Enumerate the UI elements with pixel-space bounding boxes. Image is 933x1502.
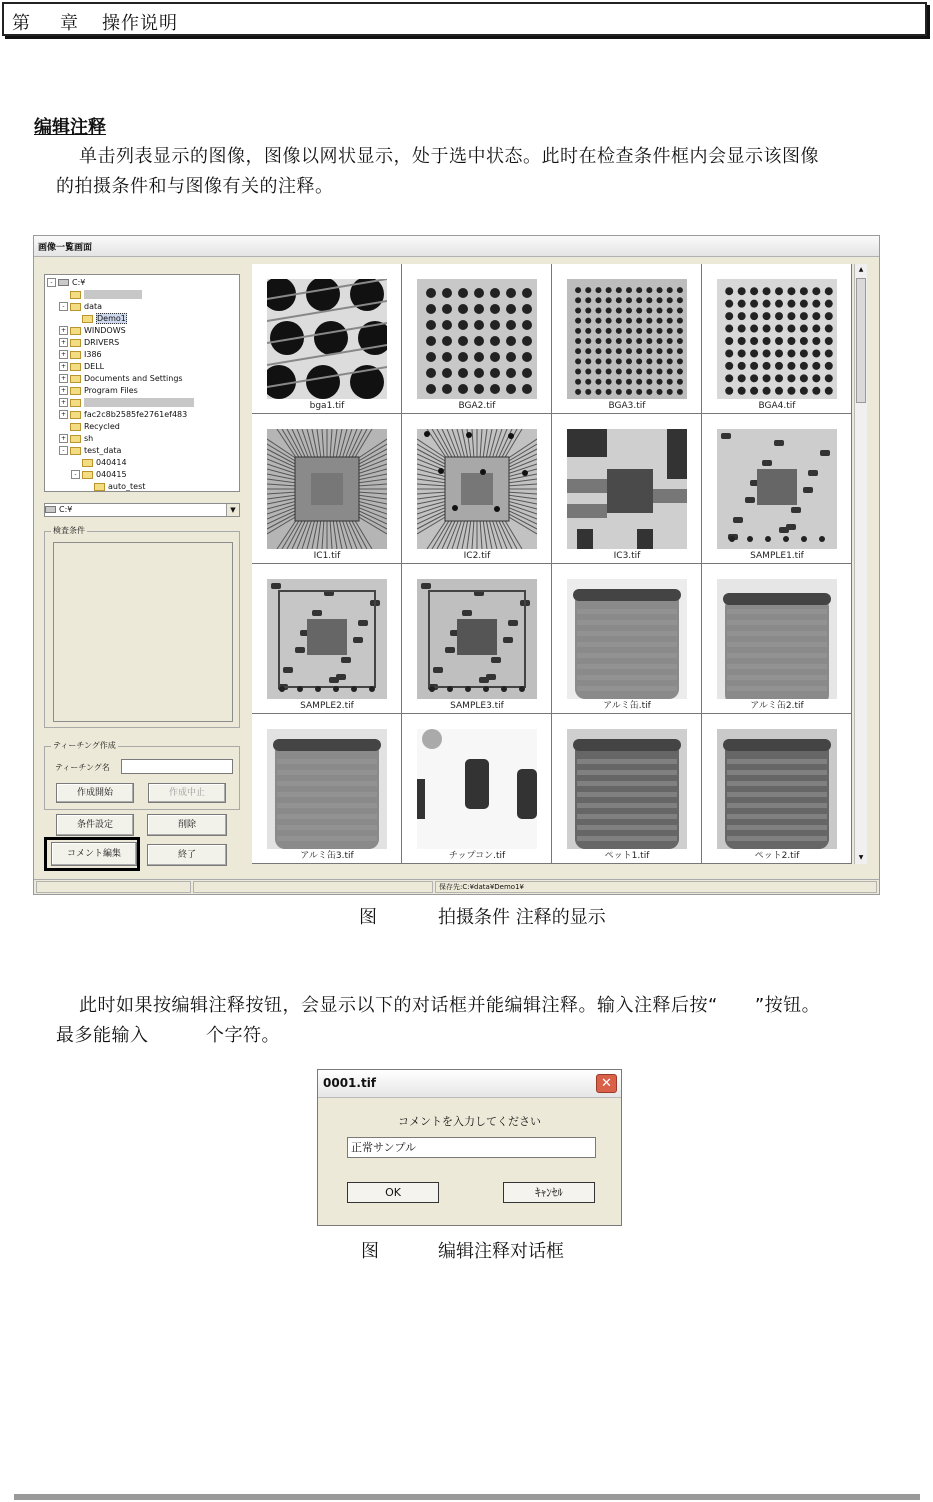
dialog-titlebar: [318, 1070, 621, 1098]
tree-item[interactable]: [59, 325, 126, 337]
thumbnail-image[interactable]: [267, 729, 387, 849]
chapter-word: 章: [60, 13, 79, 34]
scroll-up-icon[interactable]: ▲: [858, 266, 864, 273]
vertical-scrollbar[interactable]: [854, 264, 867, 864]
close-icon[interactable]: ✕: [596, 1074, 617, 1093]
xray-image: [717, 279, 837, 399]
teaching-name-label: ティーチング名: [55, 763, 110, 772]
thumbnail-image[interactable]: [417, 579, 537, 699]
tree-item[interactable]: [59, 337, 119, 349]
tree-item-label: C:¥: [72, 278, 86, 287]
folder-icon: [70, 411, 81, 419]
tree-item[interactable]: [59, 445, 121, 457]
tree-item[interactable]: [71, 313, 127, 325]
tree-item-label: fac2c8b2585fe2761ef483: [84, 410, 188, 419]
thumbnail-cell[interactable]: [552, 264, 702, 414]
condition-settings-button[interactable]: 条件設定: [56, 814, 134, 836]
folder-icon: [70, 303, 81, 311]
redacted-label: [84, 290, 142, 299]
thumbnail-cell[interactable]: [702, 564, 852, 714]
tree-item-label: 040415: [96, 470, 127, 479]
thumbnail-cell[interactable]: [252, 714, 402, 864]
exit-button[interactable]: 終了: [147, 844, 227, 866]
expand-icon[interactable]: +: [60, 399, 67, 406]
teaching-group-label: ティーチング作成: [53, 741, 116, 750]
collapse-icon[interactable]: -: [59, 446, 68, 455]
thumbnail-cell[interactable]: [402, 714, 552, 864]
thumbnail-image[interactable]: [717, 279, 837, 399]
inspection-conditions-label: 検査条件: [53, 526, 85, 535]
thumbnail-filename: SAMPLE3.tif: [450, 701, 504, 711]
thumbnail-filename: IC2.tif: [463, 551, 491, 561]
folder-icon: [70, 399, 81, 407]
tree-item[interactable]: [59, 421, 120, 433]
thumbnail-cell[interactable]: [702, 414, 852, 564]
tree-item[interactable]: [59, 373, 183, 385]
folder-icon: [70, 435, 81, 443]
tree-item-label: Recycled: [84, 422, 120, 431]
tree-item-label: 040414: [96, 458, 127, 467]
expand-icon[interactable]: +: [60, 435, 67, 442]
figure-1-caption: 拍摄条件 注释的显示: [438, 907, 606, 928]
tree-item-label: sh: [84, 434, 94, 443]
tree-item-label: DRIVERS: [84, 338, 120, 347]
thumbnail-filename: ペット2.tif: [754, 851, 800, 861]
folder-icon: [70, 447, 81, 455]
thumbnail-cell[interactable]: [252, 414, 402, 564]
comment-edit-button[interactable]: コメント編集: [51, 842, 137, 866]
thumbnail-filename: ペット1.tif: [604, 851, 650, 861]
scrollbar-thumb[interactable]: [856, 278, 866, 403]
footer-rule: [14, 1494, 920, 1500]
collapse-icon[interactable]: -: [47, 278, 56, 287]
thumbnail-cell[interactable]: [252, 264, 402, 414]
folder-icon: [82, 459, 93, 467]
folder-icon: [70, 375, 81, 383]
paragraph-2-line-1: 此时如果按编辑注释按钮，会显示以下的对话框并能编辑注释。输入注释后按“ ”按钮。: [79, 995, 821, 1016]
tree-item[interactable]: [59, 433, 93, 445]
chapter-header: [2, 2, 927, 36]
thumbnail-image[interactable]: [567, 729, 687, 849]
thumbnail-filename: アルミ缶.tif: [603, 701, 651, 711]
drive-select-value: C:¥: [59, 505, 73, 514]
redacted-label: [84, 398, 194, 407]
tree-item-label: Program Files: [84, 386, 138, 395]
xray-image: [417, 279, 537, 399]
expand-icon[interactable]: +: [60, 375, 67, 382]
expand-icon[interactable]: +: [60, 339, 67, 346]
thumbnail-image[interactable]: [417, 729, 537, 849]
thumbnail-image[interactable]: [417, 429, 537, 549]
thumbnail-image[interactable]: [267, 279, 387, 399]
tree-item-label: DELL: [84, 362, 105, 371]
drive-icon: [45, 506, 56, 513]
tree-item-label: data: [84, 302, 103, 311]
folder-icon: [70, 339, 81, 347]
folder-icon: [70, 327, 81, 335]
thumbnail-cell[interactable]: [402, 264, 552, 414]
expand-icon[interactable]: +: [60, 327, 67, 334]
xray-image: [717, 429, 837, 549]
thumbnail-cell[interactable]: [552, 414, 702, 564]
thumbnail-cell[interactable]: [402, 414, 552, 564]
chapter-label: 第: [12, 13, 31, 34]
window-title: 画像一覧画面: [38, 243, 93, 253]
tree-item-label: auto_test: [108, 482, 146, 491]
tree-item[interactable]: [59, 385, 138, 397]
figure-2-label: 图: [361, 1241, 379, 1262]
tree-item-label: Demo1: [97, 314, 126, 323]
folder-icon: [70, 351, 81, 359]
xray-image: [417, 729, 537, 849]
tree-item[interactable]: [59, 361, 104, 373]
folder-icon: [82, 471, 93, 479]
tree-item-label: Documents and Settings: [84, 374, 183, 383]
thumbnail-image[interactable]: [717, 729, 837, 849]
tree-item[interactable]: [59, 409, 187, 421]
thumbnail-filename: BGA4.tif: [758, 401, 796, 411]
status-segment-2: [193, 881, 433, 893]
tree-item[interactable]: [59, 289, 142, 301]
paragraph-1-line-2: 的拍摄条件和与图像有关的注释。: [56, 176, 334, 197]
tree-item-label: test_data: [84, 446, 122, 455]
paragraph-2-line-2a: 最多能输入: [56, 1025, 149, 1046]
scroll-down-icon[interactable]: ▼: [858, 854, 864, 861]
thumbnail-filename: SAMPLE2.tif: [300, 701, 354, 711]
status-segment-1: [36, 881, 191, 893]
tree-item[interactable]: [83, 481, 145, 492]
folder-icon: [94, 483, 105, 491]
status-bar: [34, 879, 879, 895]
thumbnail-cell[interactable]: [252, 564, 402, 714]
figure-1-label: 图: [359, 907, 377, 928]
thumbnail-image[interactable]: [267, 429, 387, 549]
thumbnail-image[interactable]: [267, 579, 387, 699]
thumbnail-filename: BGA2.tif: [458, 401, 496, 411]
tree-item[interactable]: [71, 469, 127, 481]
folder-icon: [70, 387, 81, 395]
tree-item[interactable]: [71, 457, 127, 469]
thumbnail-image[interactable]: [567, 429, 687, 549]
xray-image: [267, 279, 387, 399]
collapse-icon[interactable]: -: [59, 302, 68, 311]
thumbnail-cell[interactable]: [552, 564, 702, 714]
xray-image: [567, 429, 687, 549]
paragraph-2-line-2b: 个字符。: [206, 1025, 280, 1046]
folder-icon: [70, 423, 81, 431]
expand-icon[interactable]: +: [60, 411, 67, 418]
thumbnail-image[interactable]: [717, 429, 837, 549]
tree-item[interactable]: [59, 349, 102, 361]
window-titlebar: [34, 236, 879, 257]
inspection-conditions-text[interactable]: [53, 542, 233, 722]
thumbnail-image[interactable]: [567, 579, 687, 699]
chapter-title: 操作说明: [102, 13, 178, 34]
section-title: 编辑注释: [34, 117, 106, 138]
dialog-title: 0001.tif: [323, 1076, 377, 1090]
inspection-conditions-group: [44, 526, 240, 728]
tree-item[interactable]: [59, 301, 102, 313]
status-path: 保存先:C:¥data¥Demo1¥: [435, 881, 877, 893]
folder-tree[interactable]: [44, 274, 240, 492]
thumbnail-filename: IC3.tif: [613, 551, 641, 561]
collapse-icon[interactable]: -: [71, 470, 80, 479]
xray-image: [567, 279, 687, 399]
thumbnail-cell[interactable]: [552, 714, 702, 864]
cancel-button[interactable]: ｷｬﾝｾﾙ: [503, 1182, 595, 1203]
ok-button[interactable]: OK: [347, 1182, 439, 1203]
tree-item-label: I386: [84, 350, 102, 359]
thumbnail-cell[interactable]: [702, 264, 852, 414]
thumbnail-filename: チップコン.tif: [448, 851, 506, 861]
xray-image: [567, 729, 687, 849]
chevron-down-icon[interactable]: ▼: [226, 504, 239, 516]
xray-image: [417, 429, 537, 549]
thumbnail-image[interactable]: [567, 279, 687, 399]
expand-icon[interactable]: +: [60, 387, 67, 394]
xray-image: [717, 729, 837, 849]
comment-dialog: [317, 1069, 622, 1226]
thumbnail-filename: アルミ缶3.tif: [300, 851, 354, 861]
tree-item[interactable]: [47, 277, 85, 289]
tree-item-label: WINDOWS: [84, 326, 126, 335]
dialog-prompt: コメントを入力してください: [398, 1115, 541, 1128]
xray-image: [417, 579, 537, 699]
folder-icon: [70, 291, 81, 299]
thumbnail-filename: SAMPLE1.tif: [750, 551, 804, 561]
xray-image: [267, 729, 387, 849]
figure-2-caption: 编辑注释对话框: [438, 1241, 564, 1262]
folder-icon: [70, 363, 81, 371]
thumbnail-image[interactable]: [417, 279, 537, 399]
image-grid: [252, 264, 852, 864]
thumbnail-image[interactable]: [717, 579, 837, 699]
xray-image: [717, 579, 837, 699]
expand-icon[interactable]: +: [60, 351, 67, 358]
delete-button[interactable]: 削除: [147, 814, 227, 836]
thumbnail-cell[interactable]: [402, 564, 552, 714]
thumbnail-filename: アルミ缶2.tif: [750, 701, 804, 711]
folder-open-icon: [82, 315, 93, 323]
drive-select[interactable]: [44, 503, 240, 517]
image-list-window: [33, 235, 880, 895]
teaching-group: [44, 741, 240, 810]
create-start-button[interactable]: 作成開始: [56, 783, 134, 803]
drive-icon: [58, 279, 69, 286]
create-stop-button[interactable]: 作成中止: [148, 783, 226, 803]
paragraph-1-line-1: 单击列表显示的图像，图像以网状显示，处于选中状态。此时在检查条件框内会显示该图像: [79, 146, 819, 167]
thumbnail-filename: bga1.tif: [309, 401, 345, 411]
xray-image: [267, 429, 387, 549]
tree-item[interactable]: [59, 397, 194, 409]
thumbnail-filename: IC1.tif: [313, 551, 341, 561]
teaching-name-input[interactable]: [121, 759, 233, 774]
comment-input[interactable]: 正常サンプル: [347, 1137, 596, 1158]
expand-icon[interactable]: +: [60, 363, 67, 370]
thumbnail-cell[interactable]: [702, 714, 852, 864]
thumbnail-filename: BGA3.tif: [608, 401, 646, 411]
xray-image: [267, 579, 387, 699]
xray-image: [567, 579, 687, 699]
